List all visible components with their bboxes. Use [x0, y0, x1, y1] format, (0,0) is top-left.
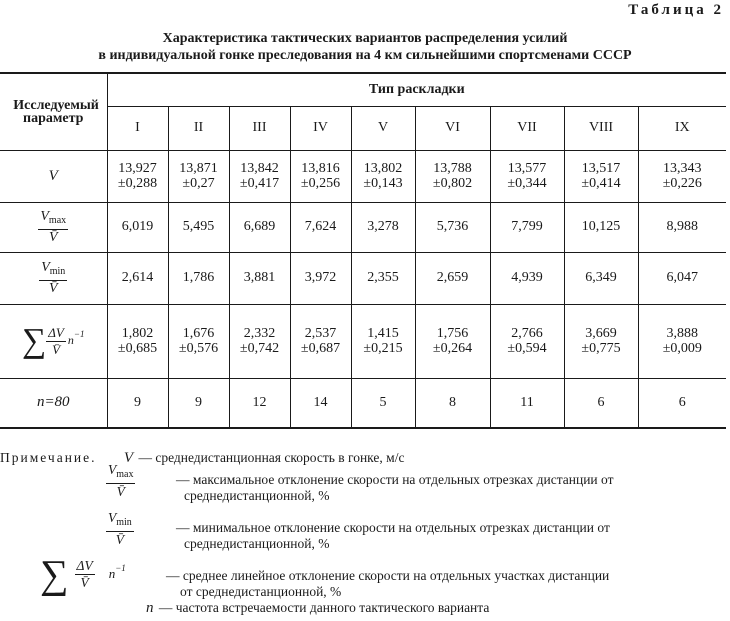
- col-header-1: I: [107, 106, 168, 150]
- cell-n-7: 11: [490, 378, 564, 428]
- cell-vmin-6: 2,659: [415, 252, 490, 304]
- n-inverse: $n^{-1}$: [67, 329, 85, 348]
- table-row-v: [0, 150, 726, 202]
- data-table: [0, 72, 726, 429]
- cell-v-8: 13,517 ±0,414: [564, 150, 638, 202]
- row-label-vmax: [0, 202, 107, 252]
- cell-v-4: 13,816 ±0,256: [290, 150, 351, 202]
- col-header-3: III: [229, 106, 290, 150]
- col-header-6: VI: [415, 106, 490, 150]
- table-row-n: [0, 378, 726, 428]
- row-label-n: n=80: [0, 378, 107, 428]
- col-header-8: VIII: [564, 106, 638, 150]
- cell-vmax-2: 5,495: [168, 202, 229, 252]
- note-1: [0, 450, 404, 467]
- cell-vmax-6: 5,736: [415, 202, 490, 252]
- cell-vmin-1: 2,614: [107, 252, 168, 304]
- table-row-vmax: [0, 202, 726, 252]
- cell-md-1: 1,802 ±0,685: [107, 304, 168, 378]
- cell-n-8: 6: [564, 378, 638, 428]
- row-label-mean-deviation: [0, 304, 107, 378]
- cell-vmin-3: 3,881: [229, 252, 290, 304]
- cell-vmax-7: 7,799: [490, 202, 564, 252]
- cell-n-9: 6: [638, 378, 726, 428]
- cell-md-8: 3,669 ±0,775: [564, 304, 638, 378]
- cell-n-5: 5: [351, 378, 415, 428]
- note-2-text: — максимальное отклонение скорости на отдельных отрезках дистанции от среднедистанционной, %: [176, 472, 614, 503]
- table-title-line-1: Характеристика тактических вариантов распределения усилий: [162, 31, 568, 46]
- cell-md-7: 2,766 ±0,594: [490, 304, 564, 378]
- note-3-formula: $\frac{V_{min}}{V̄}$: [108, 510, 132, 547]
- cell-vmax-9: 8,988: [638, 202, 726, 252]
- cell-n-6: 8: [415, 378, 490, 428]
- cell-vmin-4: 3,972: [290, 252, 351, 304]
- cell-md-2: 1,676 ±0,576: [168, 304, 229, 378]
- cell-md-4: 2,537 ±0,687: [290, 304, 351, 378]
- note-5: [146, 600, 489, 617]
- vmax-fraction: $\frac{V_{max}}{V̄}$: [40, 208, 67, 245]
- note-3-text: — минимальное отклонение скорости на отдельных отрезках дистанции от среднедистанционной, %: [176, 520, 610, 551]
- table-row-mean-deviation: [0, 304, 726, 378]
- cell-n-1: 9: [107, 378, 168, 428]
- cell-vmin-2: 1,786: [168, 252, 229, 304]
- cell-n-3: 12: [229, 378, 290, 428]
- cell-vmax-8: 10,125: [564, 202, 638, 252]
- cell-n-4: 14: [290, 378, 351, 428]
- note-2-formula: $\frac{V_{max}}{V̄}$: [108, 462, 134, 499]
- col-header-5: V: [351, 106, 415, 150]
- col-header-9: IX: [638, 106, 726, 150]
- cell-md-3: 2,332 ±0,742: [229, 304, 290, 378]
- cell-n-2: 9: [168, 378, 229, 428]
- row-label-v: V: [0, 150, 107, 202]
- cell-v-2: 13,871 ±0,27: [168, 150, 229, 202]
- sigma-symbol: ∑: [22, 322, 47, 359]
- cell-v-3: 13,842 ±0,417: [229, 150, 290, 202]
- col-header-7: VII: [490, 106, 564, 150]
- cell-vmin-8: 6,349: [564, 252, 638, 304]
- cell-v-9: 13,343 ±0,226: [638, 150, 726, 202]
- cell-v-6: 13,788 ±0,802: [415, 150, 490, 202]
- cell-vmin-5: 2,355: [351, 252, 415, 304]
- cell-md-5: 1,415 ±0,215: [351, 304, 415, 378]
- column-header-row: [0, 106, 726, 150]
- cell-v-7: 13,577 ±0,344: [490, 150, 564, 202]
- cell-vmax-4: 7,624: [290, 202, 351, 252]
- cell-vmax-1: 6,019: [107, 202, 168, 252]
- param-header: Исследуемый параметр: [13, 97, 99, 126]
- col-header-2: II: [168, 106, 229, 150]
- table-number-label: Таблица 2: [628, 2, 724, 18]
- note-5-text: — частота встречаемости данного тактического варианта: [158, 600, 490, 615]
- note-1-symbol: V: [123, 450, 134, 466]
- param-header-cell: [0, 73, 107, 150]
- vmin-fraction: $\frac{V_{min}}{V̄}$: [41, 259, 66, 296]
- notes-heading: Примечание.: [0, 450, 97, 465]
- cell-vmin-7: 4,939: [490, 252, 564, 304]
- cell-vmax-5: 3,278: [351, 202, 415, 252]
- type-header: Тип раскладки: [107, 73, 726, 106]
- table-title: [0, 30, 730, 64]
- delta-v-fraction: $\frac{\Delta V}{V̄}$: [48, 324, 64, 357]
- cell-v-5: 13,802 ±0,143: [351, 150, 415, 202]
- note-5-symbol: n: [146, 600, 154, 616]
- table-row-vmin: [0, 252, 726, 304]
- note-1-text: — среднедистанционная скорость в гонке, м/с: [138, 450, 405, 465]
- row-label-vmin: [0, 252, 107, 304]
- cell-md-6: 1,756 ±0,264: [415, 304, 490, 378]
- cell-vmin-9: 6,047: [638, 252, 726, 304]
- cell-v-1: 13,927 ±0,288: [107, 150, 168, 202]
- note-4-text: — среднее линейное отклонение скорости на отдельных участках дистанции от среднедистанционной, %: [166, 568, 610, 599]
- col-header-4: IV: [290, 106, 351, 150]
- note-4-formula: ∑ $\frac{\Delta V}{V̄}$ $n^{-1}$: [40, 551, 126, 597]
- cell-vmax-3: 6,689: [229, 202, 290, 252]
- table-title-line-2: в индивидуальной гонке преследования на 4 км сильнейшими спортсменами СССР: [98, 48, 632, 63]
- cell-md-9: 3,888 ±0,009: [638, 304, 726, 378]
